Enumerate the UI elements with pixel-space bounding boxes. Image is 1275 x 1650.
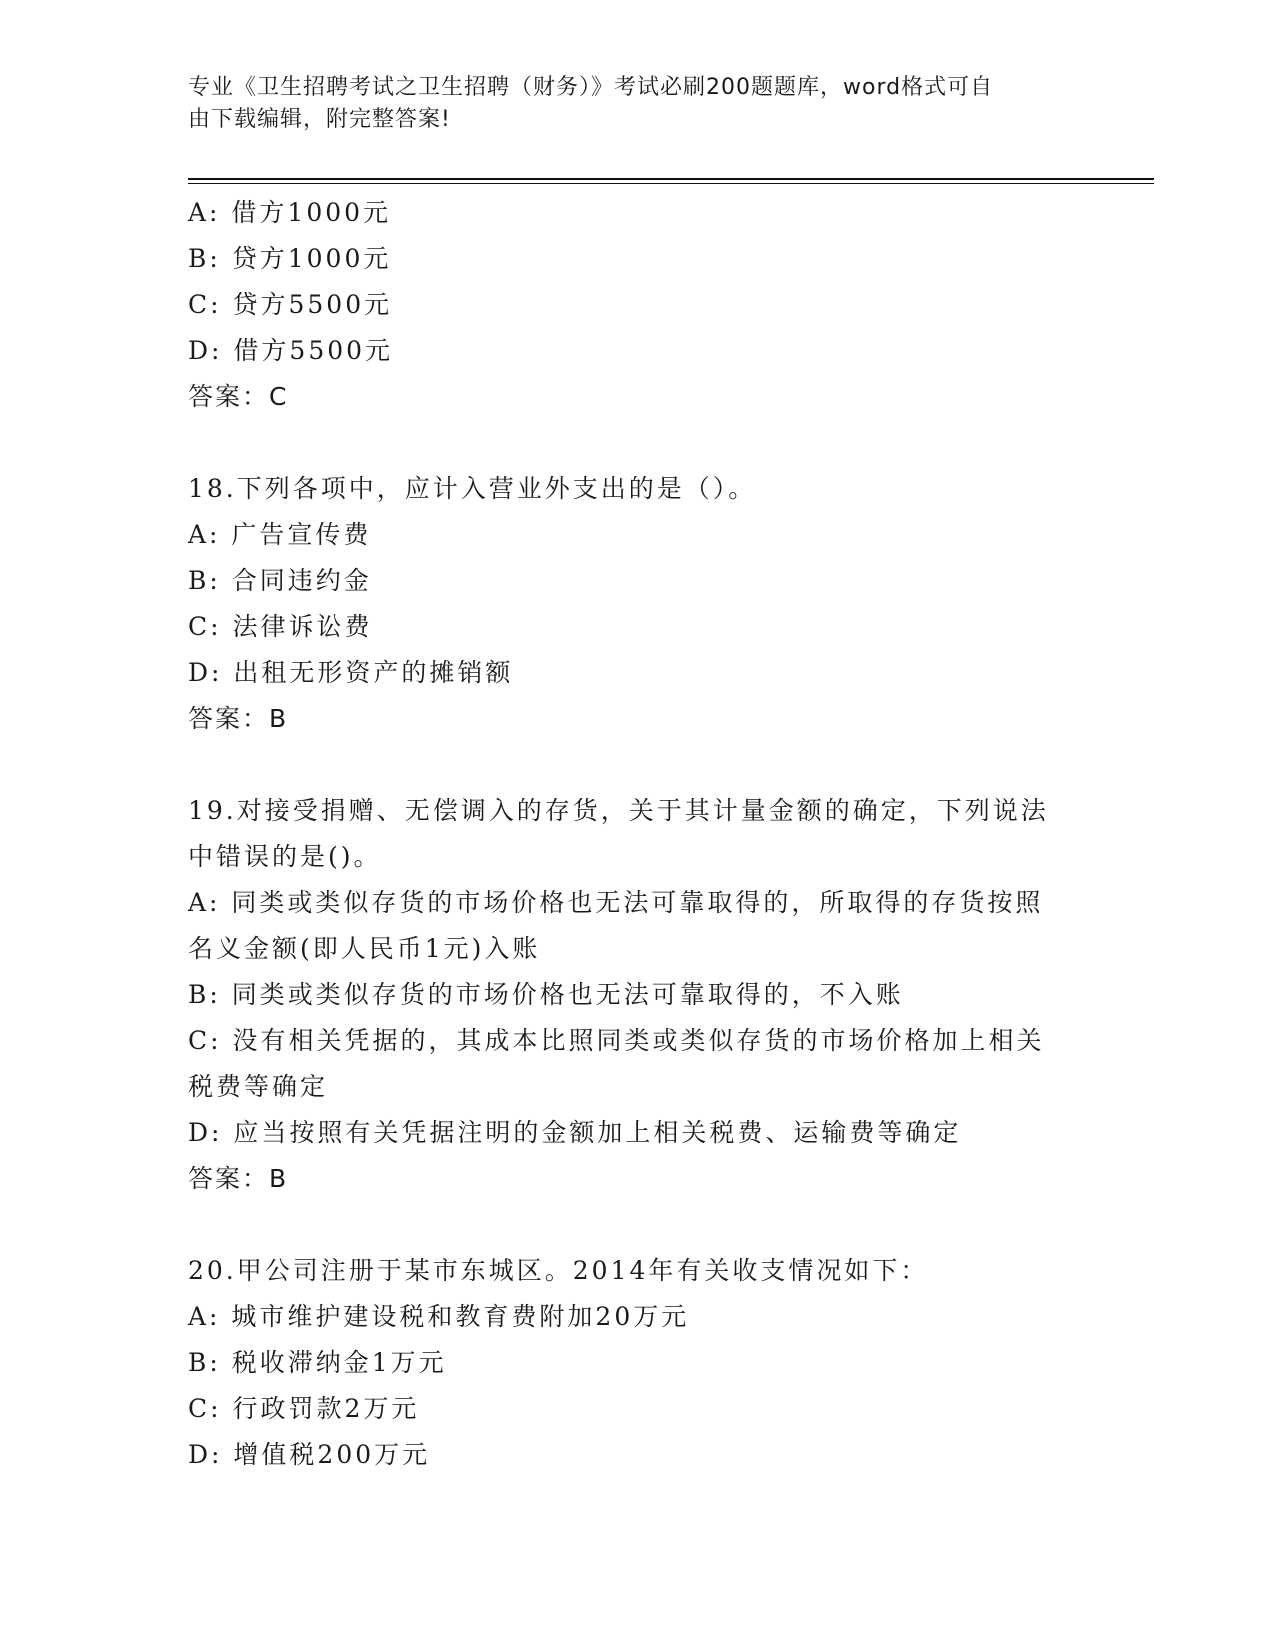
q19-stem-line-2: 中错误的是()。 [188, 842, 382, 871]
q20-option-c: C: 行政罚款2万元 [188, 1394, 420, 1423]
q19-stem-line-1: 19.对接受捐赠、无偿调入的存货，关于其计量金额的确定，下列说法 [188, 796, 1049, 825]
header-line-1: 专业《卫生招聘考试之卫生招聘（财务）》考试必刷200题题库，word格式可自 [188, 75, 994, 100]
q20-option-d: D: 增值税200万元 [188, 1440, 431, 1469]
spacer [188, 420, 1088, 466]
question-content [188, 190, 1088, 1478]
document-header [188, 72, 1068, 136]
q20-option-a: A: 城市维护建设税和教育费附加20万元 [188, 1302, 690, 1331]
q17-option-c: C: 贷方5500元 [188, 290, 393, 319]
q19-option-a-line-1: A: 同类或类似存货的市场价格也无法可靠取得的，所取得的存货按照 [188, 888, 1044, 917]
q17-answer: 答案：C [188, 382, 289, 411]
question-19-block [188, 788, 1088, 1202]
q20-stem: 20.甲公司注册于某市东城区。2014年有关收支情况如下： [188, 1256, 929, 1285]
q19-option-a-line-2: 名义金额(即人民币1元)入账 [188, 934, 541, 963]
spacer [188, 742, 1088, 788]
q18-option-d: D: 出租无形资产的摊销额 [188, 658, 514, 687]
q17-option-d: D: 借方5500元 [188, 336, 394, 365]
q18-option-b: B: 合同违约金 [188, 566, 372, 595]
q17-option-a: A: 借方1000元 [188, 198, 392, 227]
q19-answer: 答案：B [188, 1164, 289, 1193]
spacer [188, 1202, 1088, 1248]
q17-option-b: B: 贷方1000元 [188, 244, 392, 273]
q18-stem: 18.下列各项中，应计入营业外支出的是（）。 [188, 474, 757, 503]
header-rule-thick [188, 178, 1154, 180]
q20-option-b: B: 税收滞纳金1万元 [188, 1348, 447, 1377]
q18-answer: 答案：B [188, 704, 289, 733]
question-17-block [188, 190, 1088, 420]
header-rule-thin [188, 183, 1154, 184]
header-line-2: 由下载编辑，附完整答案! [188, 107, 451, 132]
question-18-block [188, 466, 1088, 742]
q19-option-c-line-2: 税费等确定 [188, 1072, 329, 1101]
question-20-block [188, 1248, 1088, 1478]
q19-option-b: B: 同类或类似存货的市场价格也无法可靠取得的，不入账 [188, 980, 904, 1009]
q19-option-c-line-1: C: 没有相关凭据的，其成本比照同类或类似存货的市场价格加上相关 [188, 1026, 1045, 1055]
q18-option-a: A: 广告宣传费 [188, 520, 372, 549]
q18-option-c: C: 法律诉讼费 [188, 612, 373, 641]
q19-option-d: D: 应当按照有关凭据注明的金额加上相关税费、运输费等确定 [188, 1118, 962, 1147]
